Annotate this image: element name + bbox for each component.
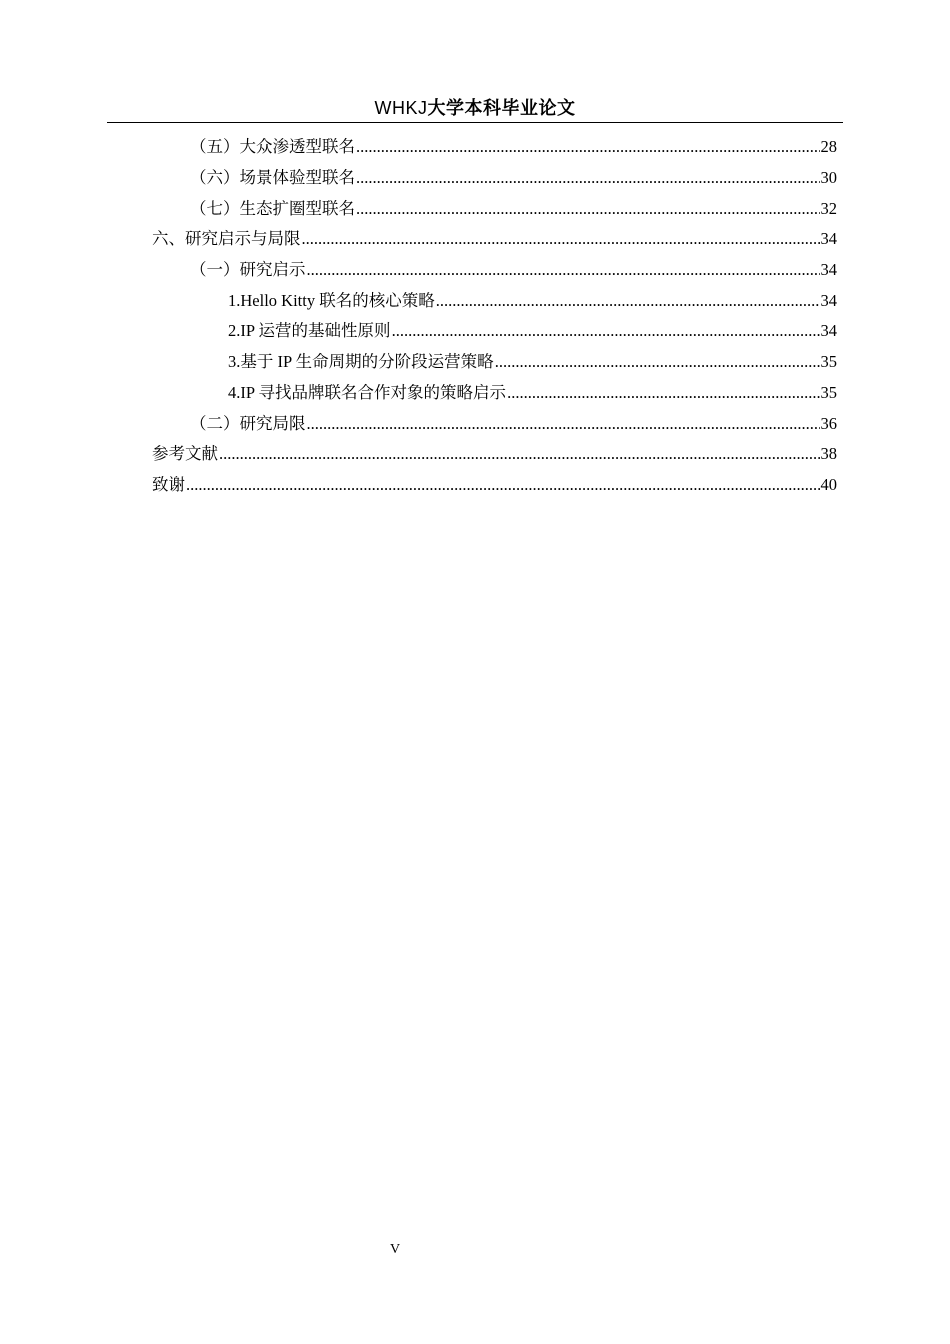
- header-rule: [107, 122, 843, 123]
- toc-entry[interactable]: [228, 346, 837, 377]
- toc-leader: [186, 469, 820, 500]
- toc-leader: [495, 346, 820, 377]
- toc-entry-title: （六）场景体验型联名: [190, 168, 355, 187]
- toc-entry-page: 36: [820, 414, 837, 433]
- toc-leader: [307, 408, 820, 439]
- toc-entry[interactable]: [152, 469, 837, 500]
- toc-entry-title: （二）研究局限: [190, 414, 306, 433]
- toc-entry-title: 致谢: [152, 475, 185, 494]
- toc-entry-page: 32: [820, 199, 837, 218]
- toc-entry-title: 2.IP 运营的基础性原则: [228, 321, 391, 340]
- toc-entry-page: 34: [820, 229, 837, 248]
- toc-entry-title: 4.IP 寻找品牌联名合作对象的策略启示: [228, 383, 507, 402]
- toc-leader: [356, 162, 820, 193]
- toc-entry-page: 34: [820, 321, 837, 340]
- toc-entry-page: 30: [820, 168, 837, 187]
- toc-entry-page: 38: [820, 444, 837, 463]
- toc-leader: [392, 315, 820, 346]
- toc-entry-page: 34: [820, 291, 837, 310]
- toc-leader: [436, 285, 820, 316]
- toc-entry-title: 参考文献: [152, 444, 218, 463]
- toc-entry[interactable]: [190, 162, 837, 193]
- toc-leader: [356, 131, 820, 162]
- toc-entry[interactable]: [190, 193, 837, 224]
- page-number: V: [389, 1242, 401, 1257]
- toc-leader: [507, 377, 819, 408]
- toc-entry[interactable]: [152, 438, 837, 469]
- page-header: [107, 94, 843, 122]
- header-title: 大学本科毕业论文: [427, 98, 576, 119]
- toc-entry-title: 1.Hello Kitty 联名的核心策略: [228, 291, 435, 310]
- header-org: WHKJ: [374, 98, 428, 118]
- toc-entry-page: 34: [820, 260, 837, 279]
- toc-leader: [307, 254, 820, 285]
- toc-leader: [302, 223, 820, 254]
- toc-entry-page: 35: [820, 383, 837, 402]
- toc-entry-title: 六、研究启示与局限: [152, 229, 301, 248]
- toc-entry-title: 3.基于 IP 生命周期的分阶段运营策略: [228, 352, 494, 371]
- toc-leader: [219, 438, 820, 469]
- toc-entry[interactable]: [152, 223, 837, 254]
- toc-entry[interactable]: [228, 285, 837, 316]
- toc-entry-page: 28: [820, 137, 837, 156]
- toc-entry-title: （五）大众渗透型联名: [190, 137, 355, 156]
- toc-entry[interactable]: [190, 254, 837, 285]
- toc-entry[interactable]: [228, 315, 837, 346]
- toc-entry-title: （一）研究启示: [190, 260, 306, 279]
- toc-entry-page: 40: [820, 475, 837, 494]
- toc-leader: [356, 193, 820, 224]
- toc-entry[interactable]: [190, 408, 837, 439]
- toc-entry-title: （七）生态扩圈型联名: [190, 199, 355, 218]
- toc-entry[interactable]: [190, 131, 837, 162]
- toc-entry-page: 35: [820, 352, 837, 371]
- toc-entry[interactable]: [228, 377, 837, 408]
